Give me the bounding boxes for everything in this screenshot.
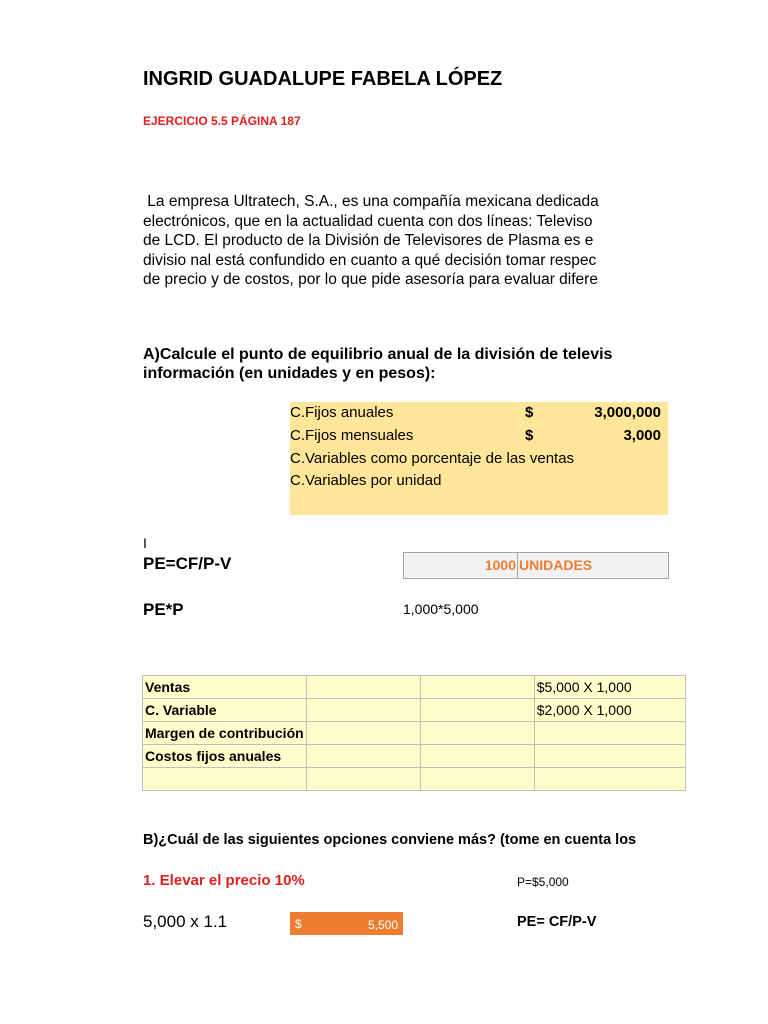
- document-title: INGRID GUADALUPE FABELA LÓPEZ: [143, 68, 503, 90]
- table-cell[interactable]: C. Variable: [143, 699, 307, 722]
- pep-formula: PE*P: [143, 600, 184, 619]
- table-row: [143, 676, 686, 699]
- paragraph-line: divisio nal está confundido en cuanto a qué decisión tomar respec: [143, 251, 597, 269]
- table-cell[interactable]: Margen de contribución: [143, 722, 307, 745]
- cost-currency: $: [525, 427, 534, 444]
- cost-row-variable-unit: [290, 470, 668, 492]
- cost-value: 3,000,000: [594, 404, 661, 421]
- cost-data-box: [290, 402, 668, 515]
- table-cell[interactable]: Costos fijos anuales: [143, 745, 307, 768]
- cost-label: C.Fijos anuales: [290, 404, 394, 421]
- cost-row-fixed-monthly: [290, 425, 668, 447]
- question-a: [143, 345, 668, 383]
- cost-label: C.Variables como porcentaje de las ventas: [290, 450, 575, 467]
- cost-label: C.Fijos mensuales: [290, 427, 414, 444]
- table-cell[interactable]: [306, 768, 420, 791]
- table-cell[interactable]: [420, 699, 534, 722]
- table-cell[interactable]: [143, 768, 307, 791]
- pe-result-unit: UNIDADES: [519, 557, 593, 573]
- new-price-cell[interactable]: [290, 912, 403, 935]
- table-cell[interactable]: [420, 722, 534, 745]
- paragraph-line: La empresa Ultratech, S.A., es una compañía mexicana dedicada: [143, 193, 599, 210]
- paragraph-line: de precio y de costos, por lo que pide asesoría para evaluar difere: [143, 271, 598, 288]
- cell-divider: [517, 553, 518, 578]
- price-note: P=$5,000: [517, 875, 569, 889]
- question-a-line: información (en unidades y en pesos):: [143, 365, 436, 382]
- table-row: [143, 745, 686, 768]
- income-statement-table: [142, 675, 686, 791]
- table-cell[interactable]: [420, 745, 534, 768]
- price-calculation: 5,000 x 1.1: [143, 912, 228, 931]
- table-cell[interactable]: $2,000 X 1,000: [534, 699, 685, 722]
- text-cursor: I: [143, 535, 147, 551]
- table-cell[interactable]: [306, 745, 420, 768]
- new-price-value: 5,500: [367, 918, 398, 932]
- table-cell[interactable]: $5,000 X 1,000: [534, 676, 685, 699]
- table-row: [143, 699, 686, 722]
- table-cell[interactable]: [534, 745, 685, 768]
- cost-label: C.Variables por unidad: [290, 472, 442, 489]
- pe-result-value: 1000: [484, 557, 516, 573]
- paragraph-line: de LCD. El producto de la División de Televisores de Plasma es e: [143, 232, 594, 249]
- question-a-line: A)Calcule el punto de equilibrio anual de la división de televis: [143, 346, 613, 363]
- table-cell[interactable]: [420, 676, 534, 699]
- pe-formula-2: PE= CF/P-V: [517, 914, 597, 930]
- table-cell[interactable]: [306, 699, 420, 722]
- pep-value: 1,000*5,000: [403, 601, 479, 617]
- table-cell[interactable]: [306, 722, 420, 745]
- table-cell[interactable]: [420, 768, 534, 791]
- pe-formula: PE=CF/P-V: [143, 554, 232, 573]
- cost-row-variable-percent: [290, 448, 668, 470]
- new-price-currency: $: [295, 917, 302, 931]
- table-cell[interactable]: [534, 768, 685, 791]
- table-cell[interactable]: [306, 676, 420, 699]
- exercise-subtitle: EJERCICIO 5.5 PÁGINA 187: [143, 114, 301, 128]
- option-1-heading: 1. Elevar el precio 10%: [143, 872, 305, 889]
- table-row: [143, 722, 686, 745]
- table-cell[interactable]: [534, 722, 685, 745]
- cost-value: 3,000: [623, 427, 661, 444]
- problem-paragraph: [143, 192, 668, 290]
- paragraph-line: electrónicos, que en la actualidad cuenta con dos líneas: Televiso: [143, 212, 593, 230]
- question-b: B)¿Cuál de las siguientes opciones conviene más? (tome en cuenta los: [143, 832, 637, 848]
- table-row: [143, 768, 686, 791]
- cost-currency: $: [525, 404, 534, 421]
- pe-result-cell[interactable]: [403, 552, 669, 579]
- table-cell[interactable]: Ventas: [143, 676, 307, 699]
- cost-row-fixed-annual: [290, 402, 668, 424]
